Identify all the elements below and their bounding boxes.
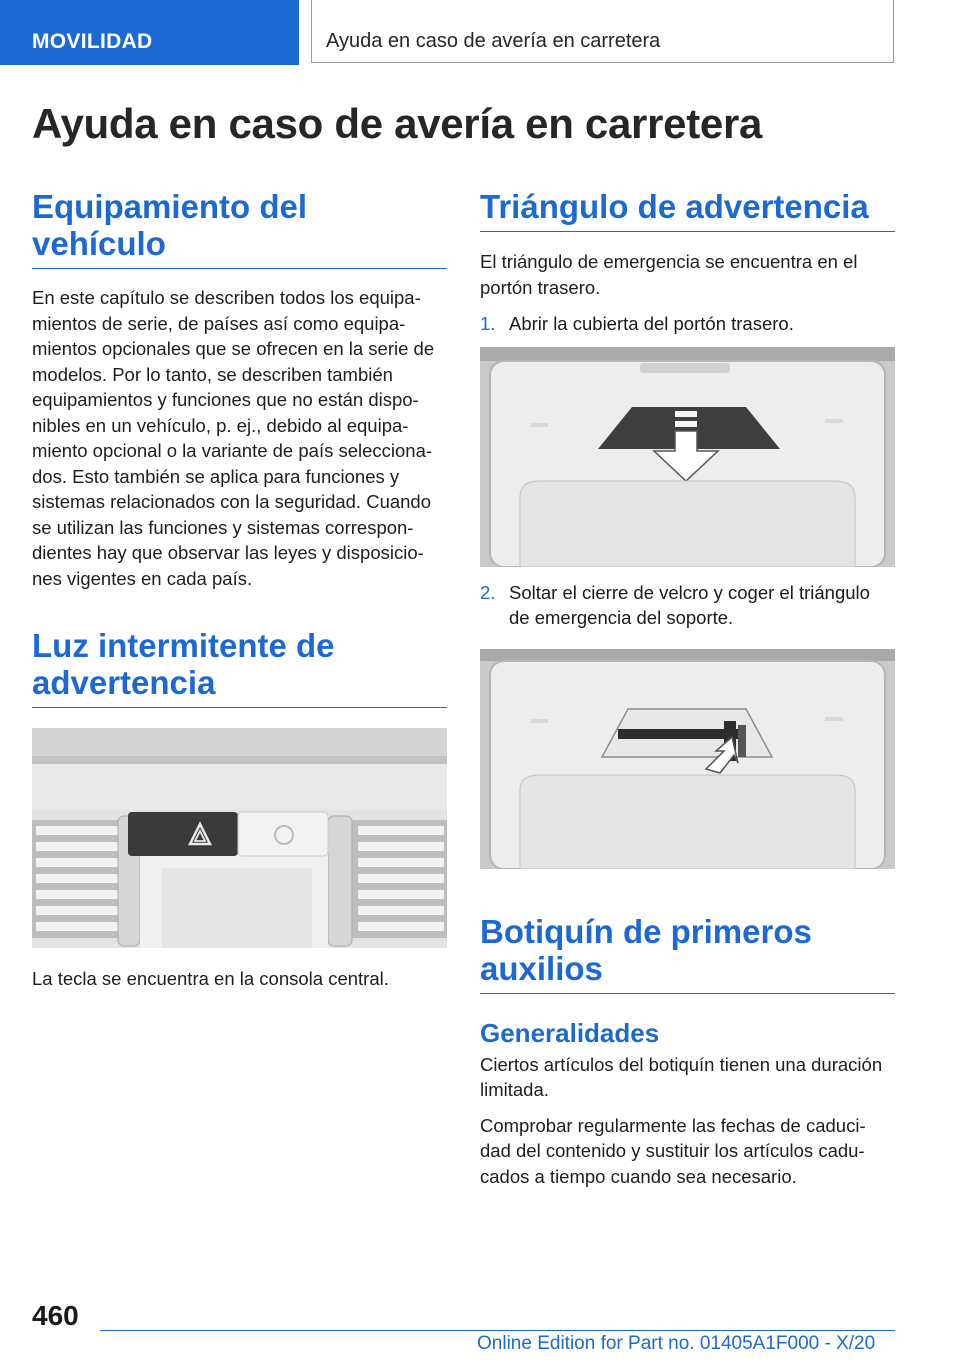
edition-note: Online Edition for Part no. 01405A1F000 - X/20 xyxy=(477,1333,876,1354)
first-aid-heading-line1: Botiquín de primeros xyxy=(480,912,812,950)
first-aid-para2-line: dad del contenido y sustituir los artículos cadu- xyxy=(480,1140,865,1161)
hazard-heading-line2: advertencia xyxy=(32,664,216,701)
triangle-intro-line: portón trasero. xyxy=(480,276,601,298)
chapter-tab xyxy=(311,0,894,63)
first-aid-heading xyxy=(480,913,895,994)
generalities-heading: Generalidades xyxy=(480,1017,660,1048)
tailgate-cover-illustration xyxy=(480,347,895,567)
page-number: 460 xyxy=(32,1300,79,1331)
step-text-line: Soltar el cierre de velcro y coger el triángulo xyxy=(509,581,870,603)
triangle-holder-illustration xyxy=(480,649,895,869)
step-number: 1. xyxy=(480,313,496,334)
page-title: Ayuda en caso de avería en carretera xyxy=(32,100,763,147)
equipment-line: se utilizan las funciones y sistemas correspon- xyxy=(32,516,414,538)
step-1 xyxy=(480,311,895,337)
equipment-line: modelos. Por lo tanto, se describen también xyxy=(32,363,393,385)
left-column xyxy=(32,188,447,992)
section-tab-label: MOVILIDAD xyxy=(32,30,153,53)
hazard-heading xyxy=(32,627,447,708)
hazard-caption: La tecla se encuentra en la consola central. xyxy=(32,968,389,989)
equipment-line: sistemas relacionados con la seguridad. Cuando xyxy=(32,491,432,512)
first-aid-para1-line: Ciertos artículos del botiquín tienen una duración xyxy=(480,1053,883,1075)
first-aid-para2-line: cados a tiempo cuando sea necesario. xyxy=(480,1165,797,1187)
equipment-line: dos. Esto también se aplica para funciones y xyxy=(32,465,400,487)
triangle-heading: Triángulo de advertencia xyxy=(480,188,895,232)
step-text-line: de emergencia del soporte. xyxy=(509,607,734,628)
right-column xyxy=(480,188,895,1189)
section-tab xyxy=(0,0,299,65)
equipment-line: nes vigentes en cada país. xyxy=(32,567,253,589)
equipment-heading: Equipamiento del vehículo xyxy=(32,188,447,269)
equipment-line: mientos de serie, de países así como equipa- xyxy=(32,312,406,334)
equipment-line: En este capítulo se describen todos los equipa- xyxy=(32,287,421,308)
first-aid-para2-line: Comprobar regularmente las fechas de caduci- xyxy=(480,1114,866,1136)
triangle-intro-line: El triángulo de emergencia se encuentra en el xyxy=(480,251,858,272)
footer-divider xyxy=(100,1330,895,1331)
equipment-line: nibles en un vehículo, p. ej., debido al equipa- xyxy=(32,414,409,436)
equipment-line: equipamientos y funciones que no están dispo- xyxy=(32,389,419,410)
equipment-line: mientos opcionales que se ofrecen en la serie de xyxy=(32,338,435,359)
hazard-button-illustration xyxy=(32,728,447,948)
step-number: 2. xyxy=(480,581,496,603)
step-2 xyxy=(480,580,895,631)
triangle-steps-continued xyxy=(480,580,895,631)
hazard-heading-line1: Luz intermitente de xyxy=(32,627,335,664)
equipment-paragraph xyxy=(32,285,447,591)
triangle-steps xyxy=(480,311,895,337)
step-text: Abrir la cubierta del portón trasero. xyxy=(509,313,794,334)
equipment-line: miento opcional o la variante de país selecciona- xyxy=(32,440,433,461)
first-aid-heading-line2: auxilios xyxy=(480,949,603,987)
chapter-tab-label: Ayuda en caso de avería en carretera xyxy=(326,30,661,52)
first-aid-para1-line: limitada. xyxy=(480,1079,549,1100)
equipment-line: dientes hay que observar las leyes y disposicio- xyxy=(32,542,424,563)
